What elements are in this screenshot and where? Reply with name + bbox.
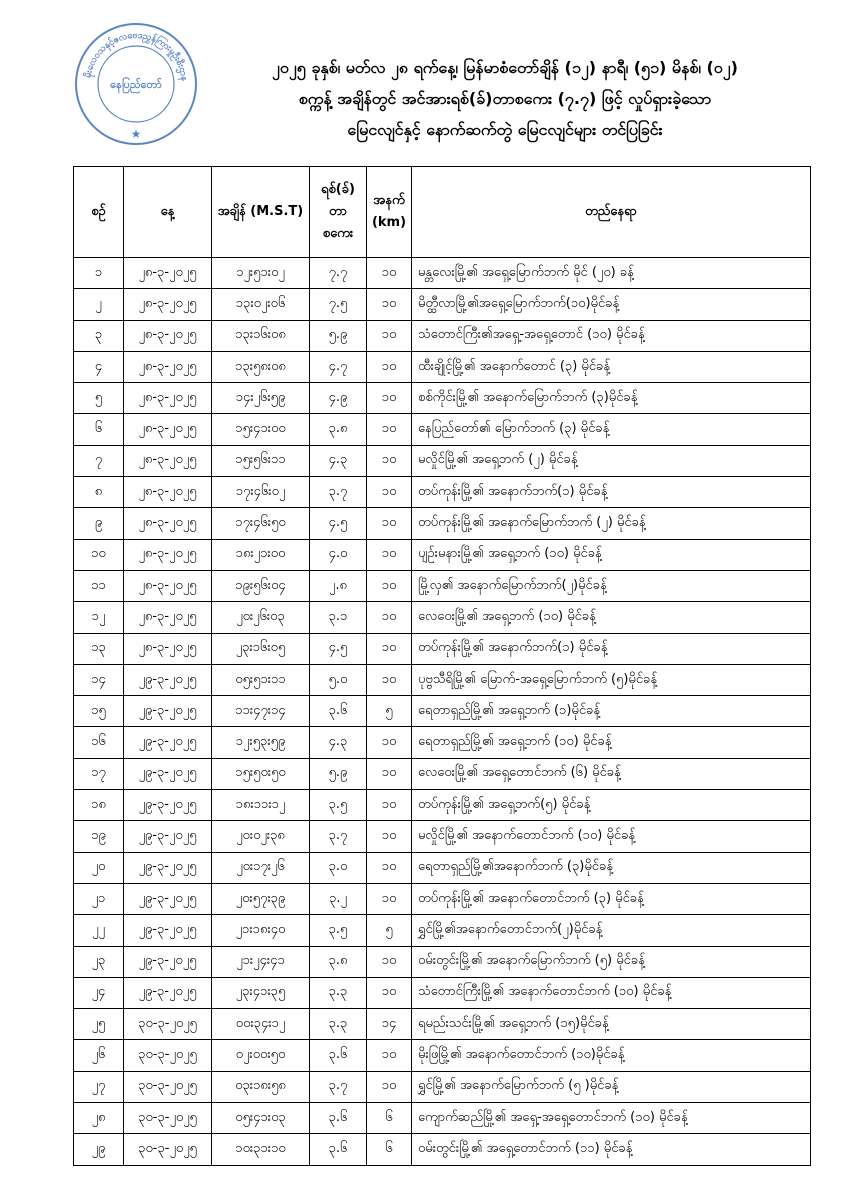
row-magnitude: ၄.၅ — [310, 508, 367, 539]
row-time: ၂၃း၄၁း၃၅ — [212, 977, 310, 1008]
row-depth: ၁၀ — [367, 852, 412, 883]
row-magnitude: ၅.၀ — [310, 664, 367, 695]
col-header-no: စဉ် — [74, 167, 124, 258]
row-date: ၂၈-၃-၂၀၂၅ — [124, 289, 212, 320]
table-row — [74, 727, 811, 758]
row-magnitude: ၇.၇ — [310, 258, 367, 289]
row-number: ၂၈ — [74, 1103, 124, 1134]
table-row — [74, 821, 811, 852]
row-number: ၁ — [74, 258, 124, 289]
row-number: ၄ — [74, 351, 124, 382]
row-date: ၂၉-၃-၂၀၂၅ — [124, 727, 212, 758]
row-depth: ၁၀ — [367, 602, 412, 633]
row-magnitude: ၄.၅ — [310, 633, 367, 664]
row-location: လေဝေးမြို့၏ အရှေ့ဘက် (၁၀) မိုင်ခန့် — [412, 602, 811, 633]
row-magnitude: ၄.၃ — [310, 445, 367, 476]
row-location: ပုဗ္ဗသီရိမြို့၏ မြောက်-အရှေ့မြောက်ဘက် (၅)မိုင်ခန့် — [412, 664, 811, 695]
seal-ring-text: မိုးလေဝသနှင့်ဇလဗေဒညွှန်ကြားမှုဦးစီးဌာန — [83, 30, 189, 82]
row-magnitude: ၅.၉ — [310, 320, 367, 351]
row-location: လေဝေးမြို့၏ အရှေ့တောင်ဘက် (၆) မိုင်ခန့် — [412, 758, 811, 789]
row-number: ၁၃ — [74, 633, 124, 664]
row-depth: ၁၀ — [367, 633, 412, 664]
row-time: ၁၈း၂၁း၀၀ — [212, 539, 310, 570]
col-header-depth — [367, 167, 412, 258]
table-row — [74, 539, 811, 570]
row-time: ၂၁း၂၄း၄၁ — [212, 946, 310, 977]
row-number: ၁၉ — [74, 821, 124, 852]
table-row — [74, 1134, 811, 1165]
row-location: ရမည်းသင်းမြို့၏ အရှေ့ဘက် (၁၅)မိုင်ခန့် — [412, 1009, 811, 1040]
row-date: ၂၈-၃-၂၀၂၅ — [124, 508, 212, 539]
row-date: ၂၈-၃-၂၀၂၅ — [124, 351, 212, 382]
table-row — [74, 790, 811, 821]
row-time: ၂၀း၀၂း၃၈ — [212, 821, 310, 852]
row-number: ၂၆ — [74, 1040, 124, 1071]
table-row — [74, 414, 811, 445]
magnitude-header-line: ရစ်(ခ်) — [321, 182, 355, 197]
row-depth: ၁၀ — [367, 821, 412, 852]
row-time: ၁၂း၅၃း၅၉ — [212, 727, 310, 758]
row-number: ၁၅ — [74, 696, 124, 727]
row-number: ၂၂ — [74, 915, 124, 946]
row-date: ၃၀-၃-၂၀၂၅ — [124, 1103, 212, 1134]
table-row — [74, 258, 811, 289]
table-row — [74, 351, 811, 382]
row-location: မိုးဖြမြို့၏ အနောက်တောင်ဘက် (၁၀)မိုင်ခန့် — [412, 1040, 811, 1071]
row-magnitude: ၃.၃ — [310, 1009, 367, 1040]
row-magnitude: ၃.၆ — [310, 1103, 367, 1134]
row-date: ၂၉-၃-၂၀၂၅ — [124, 946, 212, 977]
row-magnitude: ၄.၉ — [310, 383, 367, 414]
row-magnitude: ၇.၅ — [310, 289, 367, 320]
row-location: နေပြည်တော်၏ မြောက်ဘက် (၃) မိုင်ခန့် — [412, 414, 811, 445]
row-time: ၁၃း၀၂း၀၆ — [212, 289, 310, 320]
row-date: ၂၈-၃-၂၀၂၅ — [124, 602, 212, 633]
row-date: ၃၀-၃-၂၀၂၅ — [124, 1071, 212, 1102]
row-number: ၁၈ — [74, 790, 124, 821]
row-magnitude: ၃.၃ — [310, 977, 367, 1008]
seal-star-icon: ★ — [130, 127, 142, 141]
row-number: ၂၁ — [74, 883, 124, 914]
row-time: ၁၀း၃၁း၁၀ — [212, 1134, 310, 1165]
row-time: ၁၄း၂၆း၅၉ — [212, 383, 310, 414]
row-magnitude: ၃.၅ — [310, 790, 367, 821]
table-header-row — [74, 167, 811, 258]
magnitude-header-line: တာ — [328, 204, 347, 219]
title-line-2: စက္ကန့် အချိန်တွင် အင်အားရစ်(ခ်)တာစကေး (၇.၇) ဖြင့် လှုပ်ရှားခဲ့သော — [298, 89, 712, 108]
row-magnitude: ၃.၇ — [310, 1071, 367, 1102]
table-row — [74, 664, 811, 695]
row-time: ၀၃း၁၈း၅၈ — [212, 1071, 310, 1102]
table-row — [74, 383, 811, 414]
row-number: ၃ — [74, 320, 124, 351]
table-row — [74, 1009, 811, 1040]
row-magnitude: ၃.၁ — [310, 602, 367, 633]
row-number: ၂၄ — [74, 977, 124, 1008]
magnitude-header-line: စကေး — [322, 226, 354, 241]
row-location: ထီးချိုင့်မြို့၏ အနောက်တောင် (၃) မိုင်ခန့် — [412, 351, 811, 382]
row-location: မြို့လှ၏ အနောက်မြောက်ဘက်(၂)မိုင်ခန့် — [412, 570, 811, 601]
row-depth: ၁၀ — [367, 727, 412, 758]
row-depth: ၁၀ — [367, 883, 412, 914]
row-magnitude: ၃.၀ — [310, 852, 367, 883]
row-date: ၃၀-၃-၂၀၂၅ — [124, 1009, 212, 1040]
row-date: ၂၈-၃-၂၀၂၅ — [124, 539, 212, 570]
row-number: ၉ — [74, 508, 124, 539]
table-row — [74, 320, 811, 351]
row-number: ၂ — [74, 289, 124, 320]
row-depth: ၁၀ — [367, 946, 412, 977]
row-time: ၁၅း၅၀း၅၀ — [212, 758, 310, 789]
row-depth: ၁၀ — [367, 1040, 412, 1071]
row-depth: ၁၀ — [367, 508, 412, 539]
row-number: ၁၀ — [74, 539, 124, 570]
row-magnitude: ၃.၈ — [310, 946, 367, 977]
row-date: ၂၉-၃-၂၀၂၅ — [124, 915, 212, 946]
row-depth: ၁၀ — [367, 258, 412, 289]
row-magnitude: ၃.၆ — [310, 1134, 367, 1165]
department-seal — [72, 20, 200, 148]
row-date: ၂၉-၃-၂၀၂၅ — [124, 977, 212, 1008]
row-location: ရွှင်မြို့၏အနောက်တောင်ဘက်(၂)မိုင်ခန့် — [412, 915, 811, 946]
row-time: ၂၀း၅၇း၃၉ — [212, 883, 310, 914]
row-depth: ၁၀ — [367, 414, 412, 445]
row-number: ၈ — [74, 477, 124, 508]
row-location: ရေတာရှည်မြို့၏ အရှေ့ဘက် (၁)မိုင်ခန့် — [412, 696, 811, 727]
row-date: ၂၉-၃-၂၀၂၅ — [124, 821, 212, 852]
depth-header-line: (km) — [371, 215, 407, 230]
row-depth: ၁၀ — [367, 570, 412, 601]
row-magnitude: ၃.၈ — [310, 414, 367, 445]
table-row — [74, 977, 811, 1008]
row-magnitude: ၅.၉ — [310, 758, 367, 789]
row-date: ၂၈-၃-၂၀၂၅ — [124, 414, 212, 445]
row-location: တပ်ကုန်းမြို့၏ အရှေ့ဘက်(၅) မိုင်ခန့် — [412, 790, 811, 821]
seal-center-text: နေပြည်တော် — [110, 78, 162, 91]
row-time: ၁၁း၄၇း၁၄ — [212, 696, 310, 727]
col-header-date: နေ့ — [124, 167, 212, 258]
table-row — [74, 1040, 811, 1071]
row-magnitude: ၄.၃ — [310, 727, 367, 758]
row-number: ၅ — [74, 383, 124, 414]
row-depth: ၁၀ — [367, 445, 412, 476]
col-header-magnitude — [310, 167, 367, 258]
row-time: ၁၇း၄၆း၀၂ — [212, 477, 310, 508]
row-date: ၂၉-၃-၂၀၂၅ — [124, 696, 212, 727]
table-row — [74, 696, 811, 727]
row-time: ၂၀း၁၇း၂၆ — [212, 852, 310, 883]
row-number: ၁၂ — [74, 602, 124, 633]
row-magnitude: ၃.၇ — [310, 477, 367, 508]
table-row — [74, 758, 811, 789]
row-location: တပ်ကုန်းမြို့၏ အနောက်တောင်ဘက် (၃) မိုင်ခန့် — [412, 883, 811, 914]
row-time: ၁၃း၅၈း၀၈ — [212, 351, 310, 382]
row-depth: ၁၀ — [367, 758, 412, 789]
row-time: ၂၁း၁၈း၄၀ — [212, 915, 310, 946]
row-time: ၀၅း၄၁း၀၃ — [212, 1103, 310, 1134]
row-number: ၂၃ — [74, 946, 124, 977]
col-header-location: တည်နေရာ — [412, 167, 811, 258]
table-row — [74, 1103, 811, 1134]
table-row — [74, 883, 811, 914]
table-row — [74, 946, 811, 977]
row-location: သံတောင်ကြီး၏အရှေ့-အရှေ့တောင် (၁၀) မိုင်ခန့် — [412, 320, 811, 351]
row-date: ၂၈-၃-၂၀၂၅ — [124, 445, 212, 476]
row-depth: ၁၀ — [367, 1071, 412, 1102]
row-time: ၂၃း၁၆း၀၅ — [212, 633, 310, 664]
row-location: ရေတာရှည်မြို့၏ အရှေ့ဘက် (၁၀) မိုင်ခန့် — [412, 727, 811, 758]
row-location: တပ်ကုန်းမြို့၏ အနောက်ဘက်(၁) မိုင်ခန့် — [412, 633, 811, 664]
row-magnitude: ၄.၇ — [310, 351, 367, 382]
row-date: ၂၈-၃-၂၀၂၅ — [124, 383, 212, 414]
row-number: ၁၁ — [74, 570, 124, 601]
table-row — [74, 570, 811, 601]
table-row — [74, 477, 811, 508]
row-depth: ၁၀ — [367, 539, 412, 570]
row-number: ၂၉ — [74, 1134, 124, 1165]
row-time: ၀၅း၅၁း၁၁ — [212, 664, 310, 695]
row-date: ၂၉-၃-၂၀၂၅ — [124, 664, 212, 695]
row-magnitude: ၃.၆ — [310, 696, 367, 727]
table-row — [74, 445, 811, 476]
row-time: ၁၂း၅၁း၀၂ — [212, 258, 310, 289]
row-date: ၂၈-၃-၂၀၂၅ — [124, 258, 212, 289]
title-line-1: ၂၀၂၅ ခုနှစ်၊ မတ်လ ၂၈ ရက်နေ့၊ မြန်မာစံတော်ချိန် (၁၂) နာရီ၊ (၅၁) မိနစ်၊ (၀၂) — [272, 58, 738, 77]
row-time: ၁၅း၅၆း၁၁ — [212, 445, 310, 476]
row-location: မန္တလေးမြို့၏ အရှေ့မြောက်ဘက် မိုင် (၂၀) ခန့် — [412, 258, 811, 289]
row-magnitude: ၂.၈ — [310, 570, 367, 601]
row-time: ၁၃း၁၆း၀၈ — [212, 320, 310, 351]
table-row — [74, 602, 811, 633]
row-depth: ၁၀ — [367, 790, 412, 821]
table-row — [74, 508, 811, 539]
row-number: ၁၇ — [74, 758, 124, 789]
document-title — [200, 52, 810, 145]
row-location: ရွှင်မြို့၏ အနောက်မြောက်ဘက် (၅ )မိုင်ခန့် — [412, 1071, 811, 1102]
row-time: ၀၂း၀၀း၅၀ — [212, 1040, 310, 1071]
row-number: ၂၇ — [74, 1071, 124, 1102]
row-depth: ၁၀ — [367, 977, 412, 1008]
row-number: ၁၄ — [74, 664, 124, 695]
row-location: ရေတာရှည်မြို့၏အနောက်ဘက် (၃)မိုင်ခန့် — [412, 852, 811, 883]
row-depth: ၁၀ — [367, 320, 412, 351]
row-date: ၂၉-၃-၂၀၂၅ — [124, 883, 212, 914]
row-depth: ၁၀ — [367, 289, 412, 320]
row-date: ၃၀-၃-၂၀၂၅ — [124, 1040, 212, 1071]
row-time: ၁၇း၄၆း၅၀ — [212, 508, 310, 539]
row-date: ၂၈-၃-၂၀၂၅ — [124, 633, 212, 664]
row-location: ဝမ်းတွင်းမြို့၏ အရှေ့တောင်ဘက် (၁၁) မိုင်ခန့် — [412, 1134, 811, 1165]
row-location: ပျဉ်းမနားမြို့၏ အရှေ့ဘက် (၁၀) မိုင်ခန့် — [412, 539, 811, 570]
row-date: ၂၈-၃-၂၀၂၅ — [124, 320, 212, 351]
row-date: ၂၉-၃-၂၀၂၅ — [124, 790, 212, 821]
row-location: ကျောက်ဆည်မြို့၏ အရှေ့-အရှေ့တောင်ဘက် (၁၀) မိုင်ခန့် — [412, 1103, 811, 1134]
row-magnitude: ၃.၇ — [310, 821, 367, 852]
row-number: ၂၀ — [74, 852, 124, 883]
row-time: ၀၀း၃၄း၁၂ — [212, 1009, 310, 1040]
row-date: ၂၈-၃-၂၀၂၅ — [124, 570, 212, 601]
table-row — [74, 289, 811, 320]
row-depth: ၅ — [367, 696, 412, 727]
row-depth: ၁၀ — [367, 383, 412, 414]
row-location: မိတ္ထီလာမြို့၏အရှေ့မြောက်ဘက်(၁၀)မိုင်ခန့် — [412, 289, 811, 320]
table-row — [74, 852, 811, 883]
row-location: မလှိုင်မြို့၏ အနောက်တောင်ဘက် (၁၀) မိုင်ခန့် — [412, 821, 811, 852]
row-location: တပ်ကုန်းမြို့၏ အနောက်ဘက်(၁) မိုင်ခန့် — [412, 477, 811, 508]
row-depth: ၆ — [367, 1134, 412, 1165]
row-time: ၂၀း၂၆း၀၃ — [212, 602, 310, 633]
row-number: ၇ — [74, 445, 124, 476]
row-depth: ၁၀ — [367, 664, 412, 695]
row-magnitude: ၃.၅ — [310, 915, 367, 946]
col-header-time: အချိန် (M.S.T) — [212, 167, 310, 258]
title-line-3: မြေငလျင်နှင့် နောက်ဆက်တွဲ မြေငလျင်များ တင်ပြခြင်း — [347, 120, 663, 139]
table-row — [74, 1071, 811, 1102]
row-magnitude: ၃.၆ — [310, 1040, 367, 1071]
row-number: ၆ — [74, 414, 124, 445]
row-magnitude: ၃.၂ — [310, 883, 367, 914]
row-number: ၂၅ — [74, 1009, 124, 1040]
row-time: ၁၅း၄၁း၀၀ — [212, 414, 310, 445]
row-time: ၁၈း၁၁း၁၂ — [212, 790, 310, 821]
row-location: တပ်ကုန်းမြို့၏ အနောက်မြောက်ဘက် (၂) မိုင်ခန့် — [412, 508, 811, 539]
row-depth: ၅ — [367, 915, 412, 946]
row-date: ၂၉-၃-၂၀၂၅ — [124, 852, 212, 883]
row-date: ၂၉-၃-၂၀၂၅ — [124, 758, 212, 789]
row-depth: ၁၀ — [367, 477, 412, 508]
row-depth: ၁၀ — [367, 351, 412, 382]
row-date: ၂၈-၃-၂၀၂၅ — [124, 477, 212, 508]
row-depth: ၆ — [367, 1103, 412, 1134]
table-row — [74, 915, 811, 946]
row-location: စစ်ကိုင်းမြို့၏ အနောက်မြောက်ဘက် (၃)မိုင်ခန့် — [412, 383, 811, 414]
row-depth: ၁၄ — [367, 1009, 412, 1040]
row-magnitude: ၄.၀ — [310, 539, 367, 570]
table-row — [74, 633, 811, 664]
row-location: သံတောင်ကြီးမြို့၏ အနောက်တောင်ဘက် (၁၀) မိုင်ခန့် — [412, 977, 811, 1008]
row-location: မလှိုင်မြို့၏ အရှေ့ဘက် (၂) မိုင်ခန့် — [412, 445, 811, 476]
earthquake-table — [73, 166, 811, 1166]
row-time: ၁၉း၅၆း၀၄ — [212, 570, 310, 601]
depth-header-line: အနက် — [373, 193, 405, 208]
row-date: ၃၀-၃-၂၀၂၅ — [124, 1134, 212, 1165]
row-number: ၁၆ — [74, 727, 124, 758]
row-location: ဝမ်းတွင်းမြို့၏ အနောက်မြောက်ဘက် (၅) မိုင်ခန့် — [412, 946, 811, 977]
